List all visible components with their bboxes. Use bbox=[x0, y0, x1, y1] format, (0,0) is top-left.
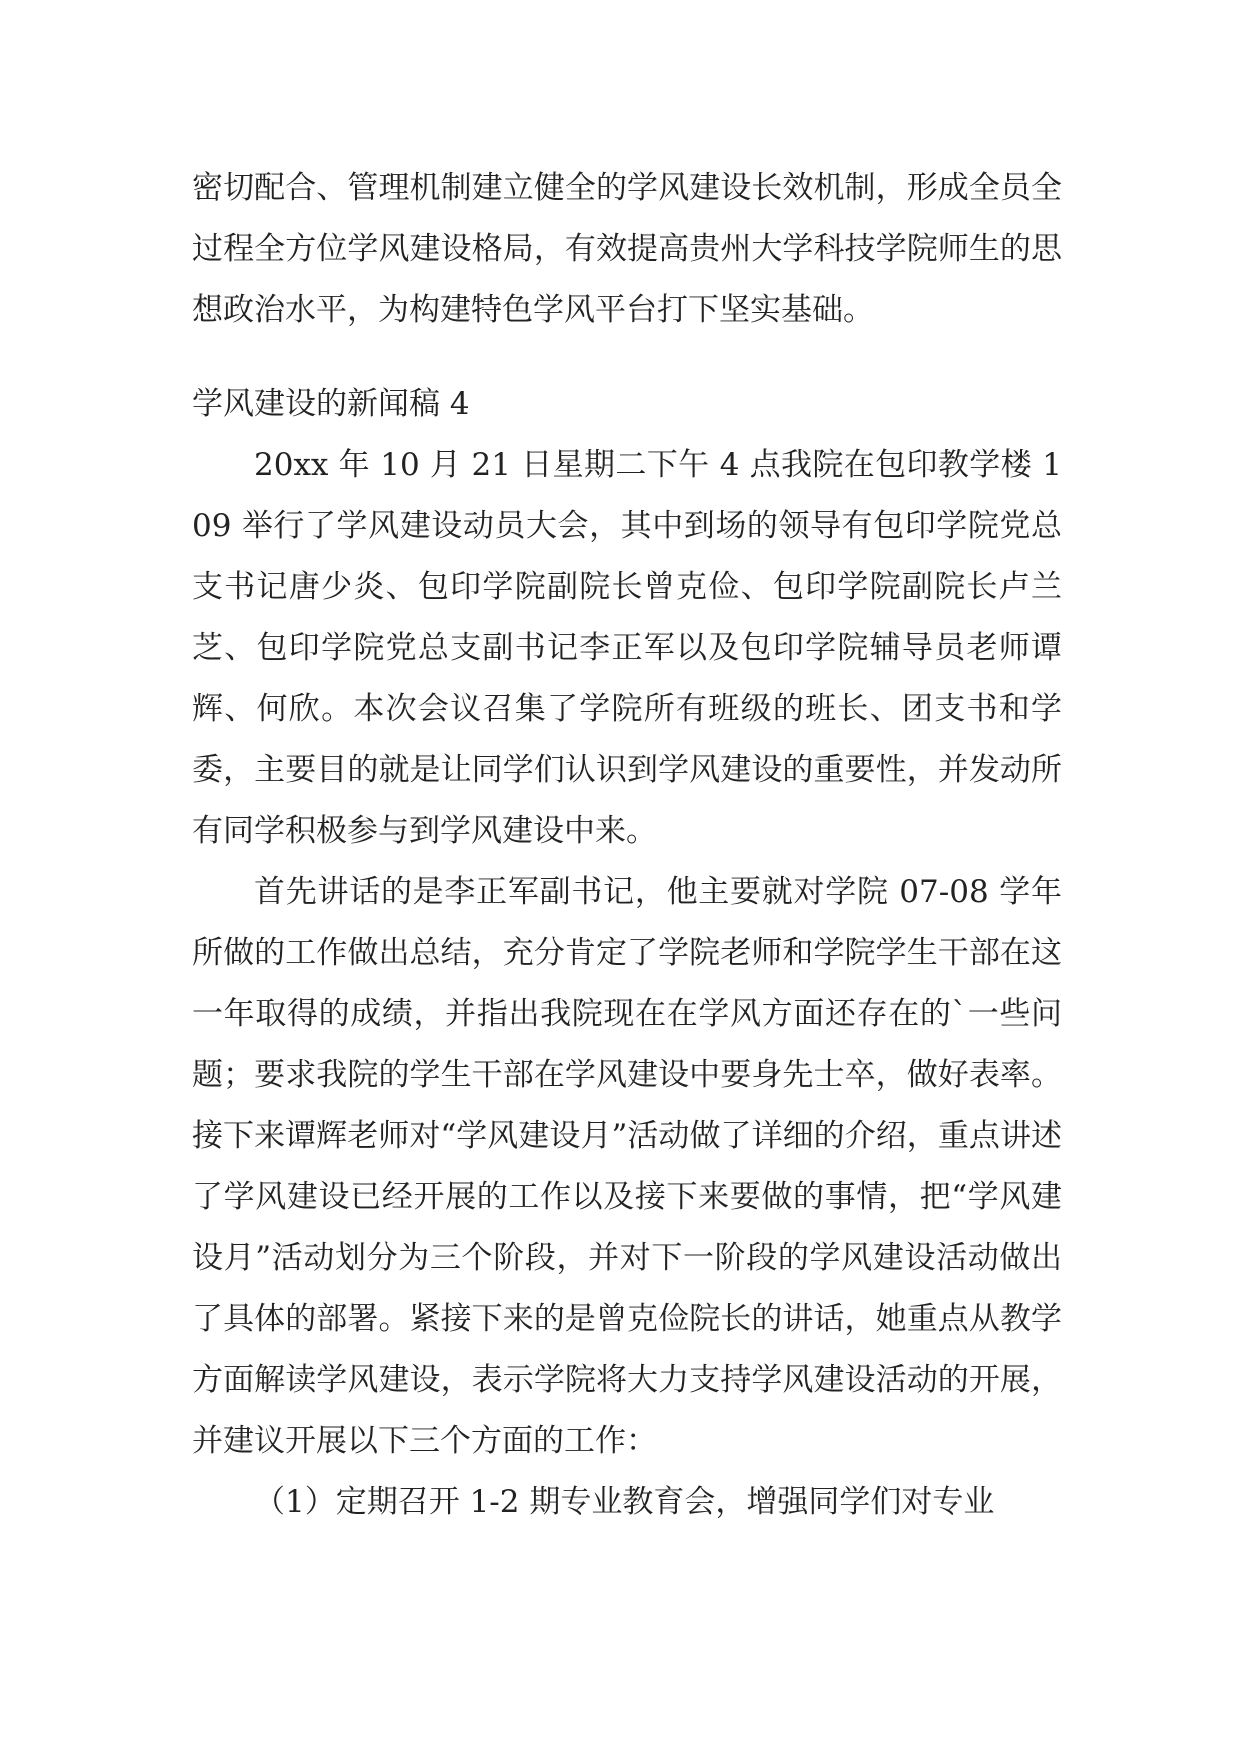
section-heading: 学风建设的新闻稿 4 bbox=[192, 386, 470, 422]
paragraph-spacer bbox=[192, 341, 1062, 374]
body-paragraph-1: 20xx 年 10 月 21 日星期二下午 4 点我院在包印教学楼 109 举行了学风建设动员大会，其中到场的领导有包印学院党总支书记唐少炎、包印学院副院长曾克俭、包印学院副院长卢兰芝、包印学院党总支副书记李正军以及包印学院辅导员老师谭辉、何欣。本次会议召集了学院所有班级的班长、团支书和学委，主要目的就是让同学们认识到学风建设的重要性，并发动所有同学积极参与到学风建设中来。 bbox=[192, 447, 1062, 849]
document-body bbox=[192, 158, 1062, 1533]
intro-paragraph: 密切配合、管理机制建立健全的学风建设长效机制，形成全员全过程全方位学风建设格局，有效提高贵州大学科技学院师生的思想政治水平，为构建特色学风平台打下坚实基础。 bbox=[192, 170, 1062, 328]
body-paragraph-2: 首先讲话的是李正军副书记，他主要就对学院 07-08 学年所做的工作做出总结，充分肯定了学院老师和学院学生干部在这一年取得的成绩，并指出我院现在在学风方面还存在的`一些问题；要求我院的学生干部在学风建设中要身先士卒，做好表率。接下来谭辉老师对“学风建设月”活动做了详细的介绍，重点讲述了学风建设已经开展的工作以及接下来要做的事情，把“学风建设月”活动划分为三个阶段，并对下一阶段的学风建设活动做出了具体的部署。紧接下来的是曾克俭院长的讲话，她重点从教学方面解读学风建设，表示学院将大力支持学风建设活动的开展，并建议开展以下三个方面的工作： bbox=[192, 874, 1062, 1459]
body-paragraph-3: （1）定期召开 1-2 期专业教育会，增强同学们对专业 bbox=[254, 1484, 995, 1520]
